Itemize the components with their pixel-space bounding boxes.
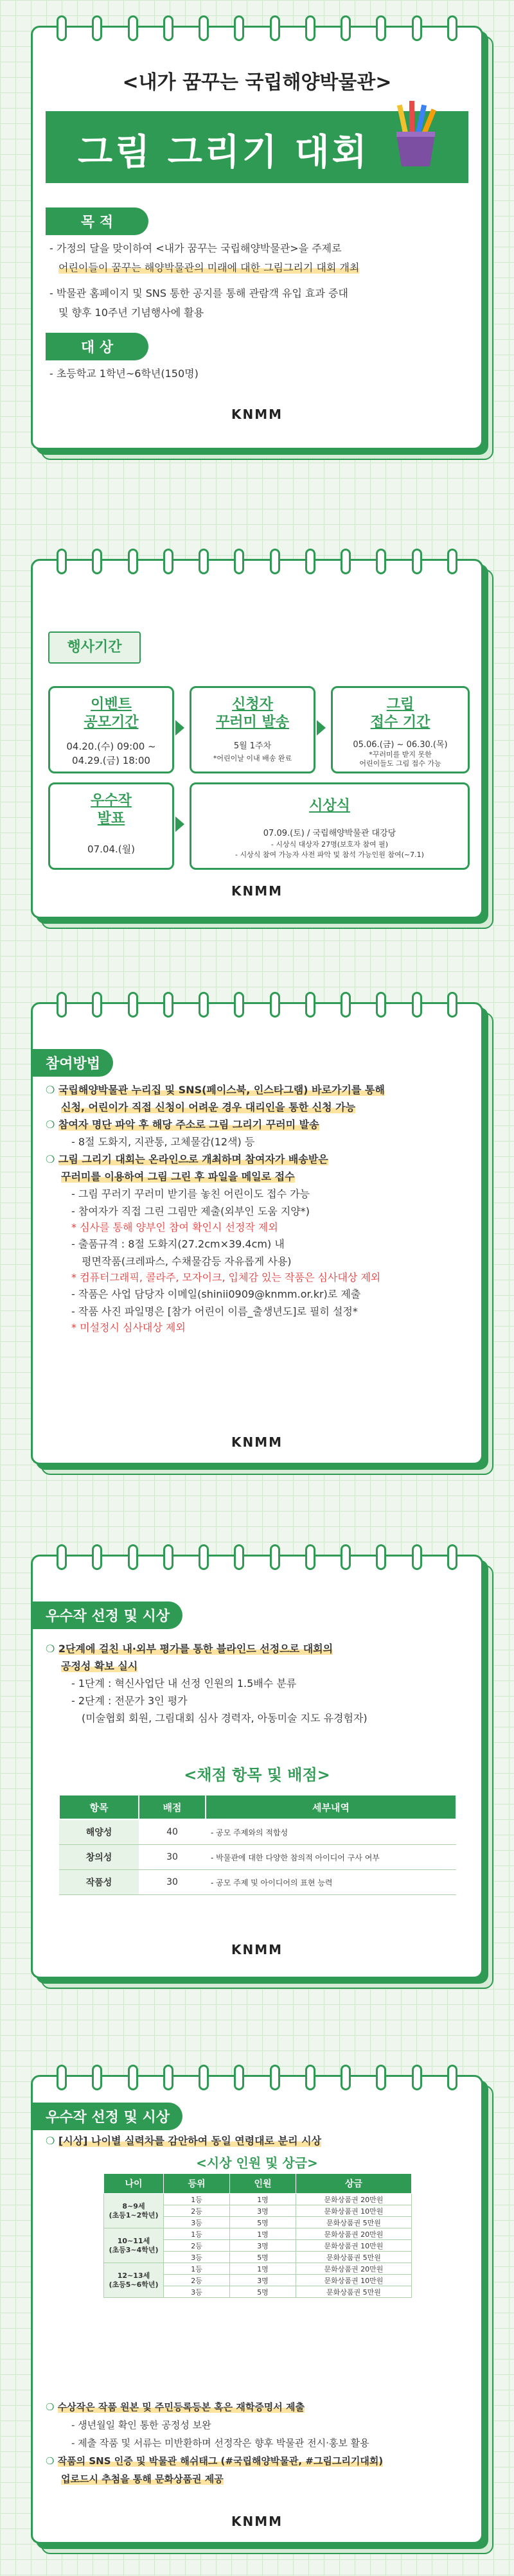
- table-cell: 1등: [164, 2263, 230, 2275]
- card-front: [31, 1555, 483, 1979]
- table-cell: 30: [139, 1870, 206, 1895]
- card-front: [31, 2075, 483, 2544]
- list-item: 신청, 어린이가 직접 신청이 어려운 경우 대리인을 통한 신청 가능: [61, 1101, 356, 1113]
- binder-rings: [57, 1544, 457, 1570]
- knmm-logo: KNMM: [231, 407, 283, 422]
- list-item: - 2단계 : 전문가 3인 평가: [71, 1695, 188, 1707]
- event-line: - 시상식 참여 가능자 사전 파악 및 참석 가능인원 참여(~7.1): [235, 851, 424, 859]
- age-group-cell: 12~13세 (초등5~6학년): [104, 2263, 164, 2298]
- age-group-cell: 8~9세 (초등1~2학년): [104, 2194, 164, 2228]
- event-title: 그림 그리기 대회: [78, 132, 369, 173]
- table-cell: 3명: [230, 2240, 296, 2252]
- table-row: [104, 2263, 412, 2275]
- purpose-line-4: 및 향후 10주년 기념행사에 활용: [58, 306, 204, 319]
- schedule-card: [31, 559, 483, 919]
- card-front: [31, 559, 483, 919]
- arrow-right-icon: [175, 816, 184, 832]
- event-subtitle: <내가 꿈꾸는 국립해양박물관>: [122, 71, 392, 94]
- table-cell: - 공모 주제와의 적합성: [206, 1819, 456, 1845]
- table-header-row: [104, 2174, 412, 2194]
- table-cell: 5명: [230, 2217, 296, 2228]
- list-item: 공정성 확보 실시: [61, 1660, 138, 1672]
- table-row: [104, 2228, 412, 2240]
- table-cell: 3등: [164, 2217, 230, 2228]
- pencil-cup-icon: [378, 98, 449, 169]
- table-cell: 3명: [230, 2205, 296, 2217]
- event-title: 우수작 발표: [91, 793, 132, 827]
- table-cell: 5명: [230, 2252, 296, 2263]
- list-item: - 출품규격 : 8절 도화지(27.2cm×39.4cm) 내: [71, 1238, 285, 1250]
- table-cell: - 박물관에 대한 다양한 참의적 아이디어 구사 여부: [206, 1845, 456, 1870]
- scoring-table-title: <채점 항목 및 배점>: [184, 1766, 330, 1784]
- list-item: * 미설정시 심사대상 제외: [71, 1321, 186, 1334]
- table-header-cell: 나이: [104, 2174, 164, 2194]
- purpose-label: 목 적: [46, 207, 148, 235]
- table-header-cell: 세부내역: [206, 1795, 456, 1819]
- table-cell: 문화상품권 20만원: [296, 2228, 412, 2240]
- event-line: - 시상식 대상자 27명(보호자 참여 필): [270, 840, 389, 849]
- selection-header: 우수작 선정 및 시상: [33, 1601, 182, 1629]
- table-header-cell: 등위: [164, 2174, 230, 2194]
- purpose-line-2: 어린이들이 꿈꾸는 해양박물관의 미래에 대한 그림그리기 대회 개최: [58, 261, 360, 274]
- event-line: 5월 1주차: [233, 741, 272, 751]
- prize-table: [103, 2173, 412, 2298]
- knmm-logo: KNMM: [231, 883, 283, 899]
- event-title: 그림 접수 기간: [370, 696, 430, 730]
- table-header-row: [59, 1795, 456, 1819]
- participation-header: 참여방법: [33, 1049, 113, 1077]
- table-cell: 2등: [164, 2240, 230, 2252]
- list-item: - 참여자가 직접 그린 그림만 제출(외부인 도움 지양*): [71, 1205, 310, 1217]
- table-cell: 창의성: [59, 1845, 139, 1870]
- table-cell: 문화상품권 10만원: [296, 2240, 412, 2252]
- event-box-ceremony: [190, 782, 470, 870]
- table-header-cell: 인원: [230, 2174, 296, 2194]
- table-cell: 3등: [164, 2286, 230, 2298]
- card-front: [31, 1002, 483, 1465]
- list-item: ❍ 수상작은 작품 원본 및 주민등록등본 혹은 재학증명서 제출: [46, 2401, 305, 2413]
- selection-list: [46, 1640, 470, 1727]
- list-item: ❍ 2단계에 걸친 내·외부 평가를 통한 블라인드 선정으로 대회의: [46, 1643, 333, 1655]
- purpose-line-3: - 박물관 홈페이지 및 SNS 통한 공지를 통해 관람객 유입 효과 증대: [49, 287, 348, 299]
- bullet-icon: ❍: [46, 1118, 58, 1131]
- age-group-cell: 10~11세 (초등3~4학년): [104, 2228, 164, 2263]
- event-title: 신청자 꾸러미 발송: [216, 696, 289, 730]
- table-cell: 1명: [230, 2228, 296, 2240]
- list-item: 평면작품(크레파스, 수채물감등 자유롭게 사용): [82, 1255, 292, 1267]
- bullet-icon: ❍: [46, 2455, 58, 2467]
- list-item: - 그림 꾸러기 꾸러미 받기를 놓친 어린이도 접수 가능: [71, 1188, 310, 1200]
- event-line: *꾸러미를 받지 못한: [369, 750, 432, 759]
- card-front: [31, 26, 483, 450]
- table-cell: - 공모 주제 및 아이디어의 표현 능력: [206, 1870, 456, 1895]
- event-box-submission: [331, 686, 470, 773]
- award-header: 우수작 선정 및 시상: [33, 2103, 182, 2130]
- list-item: - 1단계 : 혁신사업단 내 선정 인원의 1.5배수 분류: [71, 1677, 297, 1689]
- table-cell: 1등: [164, 2194, 230, 2205]
- table-cell: 문화상품권 5만원: [296, 2252, 412, 2263]
- event-line: 05.06.(금) ~ 06.30.(목): [353, 740, 448, 750]
- table-cell: 40: [139, 1819, 206, 1845]
- event-box-contest: [48, 686, 174, 773]
- table-row: [59, 1870, 456, 1895]
- table-cell: 5명: [230, 2286, 296, 2298]
- event-line: *어린이날 이내 배송 완료: [213, 754, 292, 763]
- table-cell: 3명: [230, 2275, 296, 2286]
- list-item: - 작품 사진 파일명은 [참가 어린이 이름_출생년도]로 필히 설정*: [71, 1305, 358, 1318]
- list-item: ❍ 그림 그리기 대회는 온라인으로 개최하며 참여자가 배송받은: [46, 1153, 328, 1165]
- scoring-table: [58, 1794, 457, 1895]
- event-title: 이벤트 공모기간: [84, 696, 139, 730]
- knmm-logo: KNMM: [231, 2514, 283, 2529]
- list-item: * 심사를 통해 양부인 참여 확인시 선정작 제외: [71, 1221, 278, 1233]
- binder-rings: [57, 2065, 457, 2090]
- table-cell: 1명: [230, 2194, 296, 2205]
- award-card: [31, 2075, 483, 2544]
- list-item: - 8절 도화지, 지관통, 고체물감(12색) 등: [71, 1136, 255, 1148]
- event-title: 시상식: [309, 798, 350, 814]
- bullet-icon: ❍: [46, 1643, 58, 1655]
- bullet-icon: ❍: [46, 1153, 58, 1165]
- intro-card: [31, 26, 483, 450]
- table-cell: 3등: [164, 2252, 230, 2263]
- list-item: ❍ 참여자 명단 파악 후 해당 주소로 그림 그리기 꾸러미 발송: [46, 1118, 319, 1131]
- selection-card: [31, 1555, 483, 1979]
- table-cell: 2등: [164, 2205, 230, 2217]
- binder-rings: [57, 992, 457, 1018]
- table-cell: 문화상품권 20만원: [296, 2194, 412, 2205]
- list-item: ❍ 국립해양박물관 누리집 및 SNS(페이스북, 인스타그램) 바로가기를 통해: [46, 1084, 385, 1096]
- table-cell: 문화상품권 10만원: [296, 2205, 412, 2217]
- list-item: 꾸러미를 이용하여 그림 그린 후 파일을 메일로 접수: [61, 1170, 295, 1183]
- table-cell: 작품성: [59, 1870, 139, 1895]
- table-cell: 1등: [164, 2228, 230, 2240]
- table-row: [59, 1819, 456, 1845]
- prize-table-title: <시상 인원 및 상금>: [196, 2155, 318, 2171]
- list-item: - 작품은 사업 담당자 이메일(shinii0909@knmm.or.kr)로 제출: [71, 1288, 361, 1300]
- table-row: [59, 1845, 456, 1870]
- event-box-announcement: [48, 782, 174, 870]
- binder-rings: [57, 549, 457, 574]
- participation-list: [46, 1081, 470, 1336]
- event-box-package: [190, 686, 315, 773]
- table-cell: 1명: [230, 2263, 296, 2275]
- event-line: 07.04.(월): [87, 843, 135, 855]
- title-banner: [46, 111, 468, 183]
- binder-rings: [57, 15, 457, 41]
- arrow-right-icon: [317, 720, 326, 736]
- list-item: - 생년월일 확인 통한 공정성 보완: [71, 2419, 211, 2431]
- table-header-cell: 배점: [139, 1795, 206, 1819]
- award-intro: ❍ [시상] 나이별 실력차를 감안하여 동일 연령대로 분리 시상: [46, 2135, 322, 2147]
- bullet-icon: ❍: [46, 1084, 58, 1096]
- table-cell: 문화상품권 10만원: [296, 2275, 412, 2286]
- table-cell: 문화상품권 5만원: [296, 2217, 412, 2228]
- list-item: (미술협회 회원, 그림대회 심사 경력자, 아동미술 지도 유경험자): [82, 1712, 368, 1724]
- list-item: 업로드시 추첨을 통해 문화상품권 제공: [61, 2473, 224, 2485]
- table-cell: 문화상품권 5만원: [296, 2286, 412, 2298]
- table-header-cell: 항목: [59, 1795, 139, 1819]
- schedule-header: 행사기간: [48, 631, 141, 664]
- arrow-right-icon: [175, 720, 184, 736]
- event-line: 04.29.(금) 18:00: [72, 755, 150, 766]
- table-cell: 문화상품권 20만원: [296, 2263, 412, 2275]
- table-cell: 30: [139, 1845, 206, 1870]
- table-cell: 2등: [164, 2275, 230, 2286]
- knmm-logo: KNMM: [231, 1942, 283, 1957]
- target-text: - 초등학교 1학년~6학년(150명): [49, 367, 199, 380]
- event-line: 04.20.(수) 09:00 ~: [66, 741, 156, 752]
- target-label: 대 상: [46, 333, 148, 360]
- table-header-cell: 상금: [296, 2174, 412, 2194]
- award-notes: [46, 2398, 476, 2488]
- list-item: * 컴퓨터그래픽, 콜라주, 모자이크, 입체감 있는 작품은 심사대상 제외: [71, 1271, 381, 1284]
- knmm-logo: KNMM: [231, 1434, 283, 1450]
- event-line: 07.09.(토) / 국립해양박물관 대강당: [263, 829, 396, 838]
- table-cell: 해양성: [59, 1819, 139, 1845]
- table-row: [104, 2194, 412, 2205]
- bullet-icon: ❍: [46, 2401, 58, 2413]
- purpose-line-1: - 가정의 달을 맞이하여 <내가 꿈꾸는 국립해양박물관>을 주제로: [49, 242, 342, 254]
- participation-card: [31, 1002, 483, 1465]
- list-item: ❍ 작품의 SNS 인증 및 박물관 해쉬태그 (#국립해양박물관, #그림그리기대회): [46, 2455, 384, 2467]
- list-item: - 제출 작품 및 서류는 미반환하며 선정작은 향후 박물관 전시·홍보 활용: [71, 2437, 369, 2449]
- event-line: 어린이들도 그림 접수 가능: [359, 759, 441, 768]
